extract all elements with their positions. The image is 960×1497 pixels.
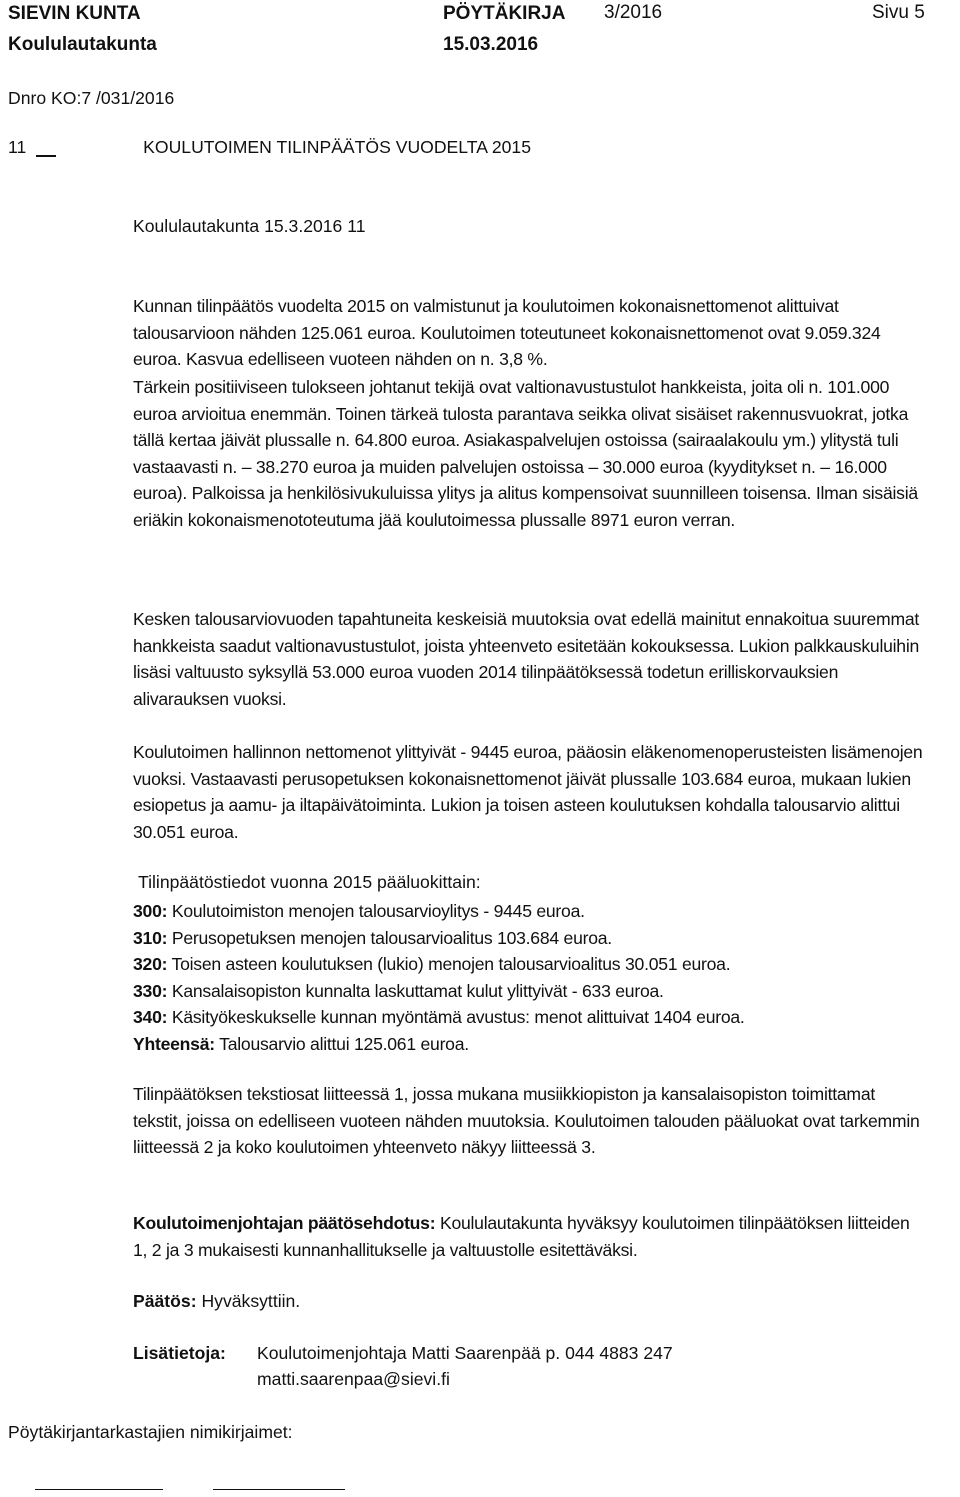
decision-label: Päätös: (133, 1291, 197, 1311)
decision (133, 1291, 300, 1312)
section-sign-mark (36, 155, 56, 157)
committee-name: Koululautakunta (8, 34, 157, 55)
signatures-label: Pöytäkirjantarkastajien nimikirjaimet: (8, 1422, 293, 1442)
summary-item-320: 320: Toisen asteen koulutuksen (lukio) menojen talousarvioalitus 30.051 euroa. (133, 954, 731, 974)
proposal-text: Koululautakunta hyväksyy koulutoimen tilinpäätöksen liitteiden 1, 2 ja 3 mukaisesti kunnanhallitukselle ja valtuustolle esitettäväksi. (133, 1213, 910, 1260)
meeting-date: 15.03.2016 (443, 34, 539, 55)
municipality-name: SIEVIN KUNTA (8, 3, 141, 24)
contact-email[interactable]: matti.saarenpaa@sievi.fi (257, 1369, 450, 1389)
contact-name-phone: Koulutoimenjohtaja Matti Saarenpää p. 044 4883 247 (257, 1343, 673, 1363)
summary-item-300: 300: Koulutoimiston menojen talousarvioylitys - 9445 euroa. (133, 901, 585, 921)
paragraph-1: Kunnan tilinpäätös vuodelta 2015 on valmistunut ja koulutoimen kokonaisnettomenot alittuivat talousarvioon nähden 125.061 euroa. Koulutoimen toteutuneet kokonaisnettomenot ovat 9.059.324 euroa. Kasvua edelliseen vuoteen nähden on n. 3,8 %. (133, 296, 881, 369)
signature-line-1 (35, 1489, 163, 1490)
summary-item-310: 310: Perusopetuksen menojen talousarvioalitus 103.684 euroa. (133, 927, 612, 948)
decision-text: Hyväksyttiin. (201, 1291, 301, 1311)
paragraph-3: Kesken talousarviovuoden tapahtuneita keskeisiä muutoksia ovat edellä mainitut ennakoitua suuremmat hankkeista saadut valtionavustustulot, joista yhteenveto esitetään kokouksessa. Lukion palkkauskuluihin lisäsi valtuusto syksyllä 53.000 euroa vuoden 2014 tilinpäätöksessä todetun erilliskorvauksien alivarauksen vuoksi. (133, 609, 920, 709)
summary-item-330: 330: Kansalaisopiston kunnalta laskuttamat kulut ylittyivät - 633 euroa. (133, 980, 664, 1001)
paragraph-4: Koulutoimen hallinnon nettomenot ylittyivät - 9445 euroa, pääosin eläkenomenoperusteisten lisämenojen vuoksi. Vastaavasti perusopetuksen kokonaisnettomenot jäivät plussalle 103.684 euroa, mukaan lukien esiopetus ja aamu- ja iltapäivätoiminta. Lukion ja toisen asteen koulutuksen kohdalla talousarvio alittui 30.051 euroa. (133, 742, 923, 842)
summary-item-340: 340: Käsityökeskukselle kunnan myöntämä avustus: menot alittuivat 1404 euroa. (133, 1007, 745, 1027)
section-number: 11 (8, 137, 27, 157)
section-heading (8, 137, 531, 158)
signature-line-2 (213, 1489, 345, 1490)
section-title: KOULUTOIMEN TILINPÄÄTÖS VUODELTA 2015 (143, 137, 531, 157)
summary-list (133, 898, 928, 1057)
attachments-paragraph: Tilinpäätöksen tekstiosat liitteessä 1, jossa mukana musiikkiopiston ja kansalaisopiston toimittamat tekstit, joissa on edelliseen vuoteen nähden muutoksia. Koulutoimen talouden pääluokat ovat tarkemmin liitteessä 2 ja koko koulutoimen yhteenveto näkyy liitteessä 3. (133, 1084, 920, 1157)
meeting-reference: Koululautakunta 15.3.2016 11 (133, 216, 366, 236)
contact-label: Lisätietoja: (133, 1343, 226, 1363)
document-type: PÖYTÄKIRJA (443, 3, 566, 24)
paragraph-2: Tärkein positiiviseen tulokseen johtanut tekijä ovat valtionavustustulot hankkeista, joita oli n. 101.000 euroa arvioitua enemmän. Toinen tärkeä tulosta parantava seikka olivat sisäiset rakennusvuokrat, jotka tällä kertaa jäivät plussalle n. 64.800 euroa. Asiakaspalvelujen ostoissa (sairaalakoulu ym.) ylitystä tuli vastaavasti n. – 38.270 euroa ja muiden palvelujen ostoissa – 30.000 euroa (kyyditykset n. – 16.000 euroa). Palkoissa ja henkilösivukuluissa ylitys ja alitus kompensoivat suunnilleen toisensa. Ilman sisäisiä eriäkin kokonaismenototeutuma jää koulutoimessa plussalle 8971 euron verran. (133, 377, 918, 530)
page-number: Sivu 5 (872, 2, 925, 23)
summary-heading: Tilinpäätöstiedot vuonna 2015 pääluokittain: (138, 872, 481, 892)
document-number: 3/2016 (604, 2, 663, 23)
summary-item-total: Yhteensä: Talousarvio alittui 125.061 euroa. (133, 1033, 469, 1054)
proposal-label: Koulutoimenjohtajan päätösehdotus: (133, 1213, 436, 1233)
proposal (133, 1210, 928, 1263)
dnro: Dnro KO:7 /031/2016 (8, 88, 175, 108)
